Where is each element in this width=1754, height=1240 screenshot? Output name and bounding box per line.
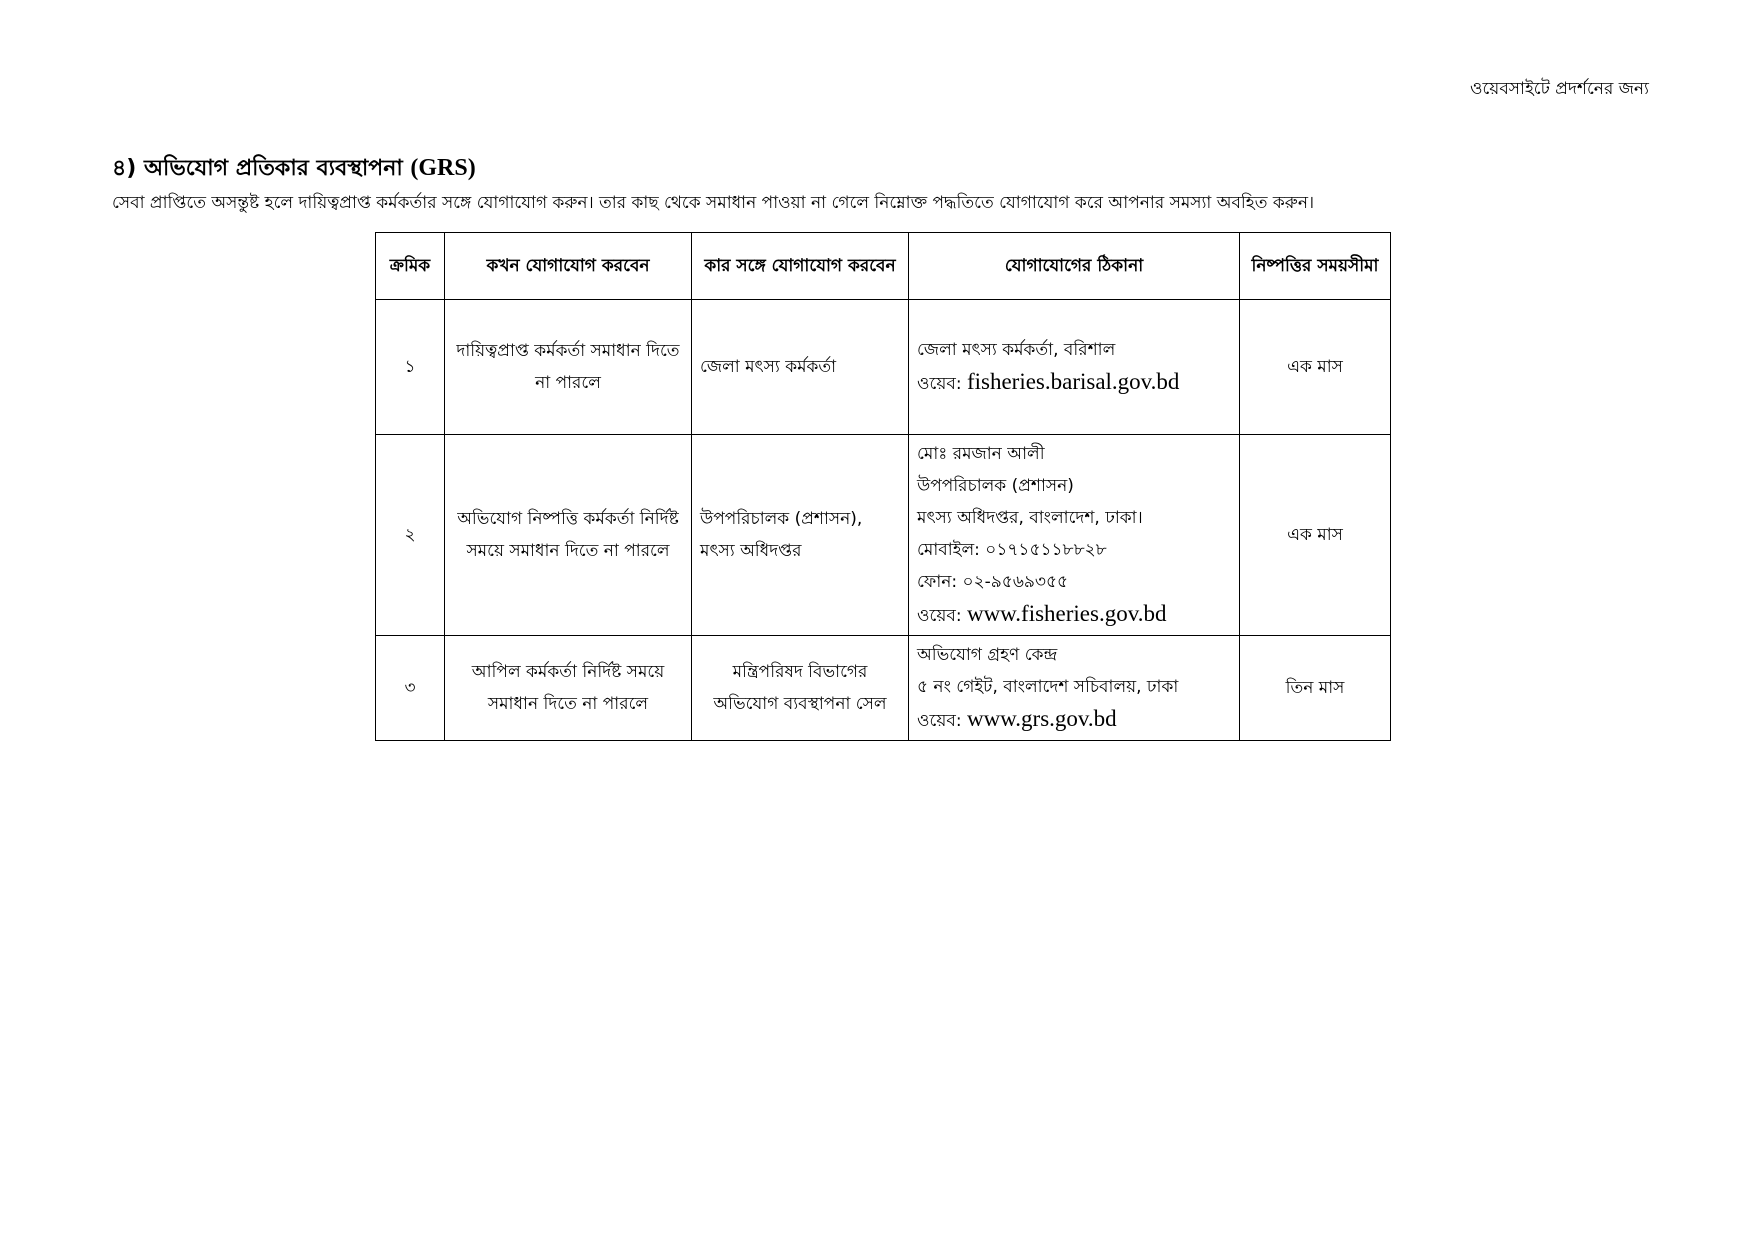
address-line: ৫ নং গেইট, বাংলাদেশ সচিবালয়, ঢাকা bbox=[917, 677, 1179, 697]
row-when: আপিল কর্মকর্তা নির্দিষ্ট সময়ে সমাধান দিতে না পারলে bbox=[445, 636, 692, 741]
header-address: যোগাযোগের ঠিকানা bbox=[909, 233, 1240, 300]
header-serial: ক্রমিক bbox=[376, 233, 445, 300]
header-time-limit: নিষ্পত্তির সময়সীমা bbox=[1240, 233, 1391, 300]
section-title-text: ৪) অভিযোগ প্রতিকার ব্যবস্থাপনা bbox=[112, 156, 403, 181]
section-title bbox=[112, 151, 476, 188]
table-row bbox=[376, 300, 1391, 435]
row-time-limit: তিন মাস bbox=[1240, 636, 1391, 741]
address-line: মৎস্য অধিদপ্তর, বাংলাদেশ, ঢাকা। bbox=[917, 508, 1143, 528]
row-who: মন্ত্রিপরিষদ বিভাগের অভিযোগ ব্যবস্থাপনা সেল bbox=[692, 636, 909, 741]
header-who: কার সঙ্গে যোগাযোগ করবেন bbox=[692, 233, 909, 300]
website-label: ওয়েব: bbox=[917, 606, 962, 626]
row-address bbox=[909, 435, 1240, 636]
row-time-limit: এক মাস bbox=[1240, 435, 1391, 636]
row-serial: ১ bbox=[376, 300, 445, 435]
address-line: জেলা মৎস্য কর্মকর্তা, বরিশাল bbox=[917, 340, 1116, 360]
grs-contact-table bbox=[375, 232, 1391, 741]
row-when: অভিযোগ নিষ্পত্তি কর্মকর্তা নির্দিষ্ট সময়ে সমাধান দিতে না পারলে bbox=[445, 435, 692, 636]
row-who: জেলা মৎস্য কর্মকর্তা bbox=[692, 300, 909, 435]
website-label: ওয়েব: bbox=[917, 711, 962, 731]
website-url[interactable]: www.fisheries.gov.bd bbox=[966, 601, 1167, 626]
website-url[interactable]: www.grs.gov.bd bbox=[966, 706, 1117, 731]
website-url[interactable]: fisheries.barisal.gov.bd bbox=[966, 369, 1180, 394]
row-who: উপপরিচালক (প্রশাসন), মৎস্য অধিদপ্তর bbox=[692, 435, 909, 636]
intro-paragraph: সেবা প্রাপ্তিতে অসন্তুষ্ট হলে দায়িত্বপ্রাপ্ত কর্মকর্তার সঙ্গে যোগাযোগ করুন। তার কাছ থেকে সমাধান পাওয়া না গেলে নিম্নোক্ত পদ্ধতিতে যোগাযোগ করে আপনার সমস্যা অবহিত করুন। bbox=[112, 193, 1315, 213]
address-website bbox=[917, 703, 1231, 737]
row-time-limit: এক মাস bbox=[1240, 300, 1391, 435]
header-when: কখন যোগাযোগ করবেন bbox=[445, 233, 692, 300]
row-serial: ৩ bbox=[376, 636, 445, 741]
address-line: অভিযোগ গ্রহণ কেন্দ্র bbox=[917, 645, 1058, 665]
row-address bbox=[909, 300, 1240, 435]
row-serial: ২ bbox=[376, 435, 445, 636]
row-when: দায়িত্বপ্রাপ্ত কর্মকর্তা সমাধান দিতে না পারলে bbox=[445, 300, 692, 435]
section-title-abbr: (GRS) bbox=[410, 155, 476, 181]
address-line: উপপরিচালক (প্রশাসন) bbox=[917, 476, 1074, 496]
address-website bbox=[917, 598, 1231, 632]
header-note: ওয়েবসাইটে প্রদর্শনের জন্য bbox=[1469, 79, 1649, 99]
address-website bbox=[917, 366, 1231, 400]
row-address bbox=[909, 636, 1240, 741]
table-row bbox=[376, 435, 1391, 636]
address-line: মোঃ রমজান আলী bbox=[917, 444, 1045, 464]
address-mobile: মোবাইল: ০১৭১৫১১৮৮২৮ bbox=[917, 540, 1107, 560]
address-phone: ফোন: ০২-৯৫৬৯৩৫৫ bbox=[917, 572, 1069, 592]
table-header-row bbox=[376, 233, 1391, 300]
table-row bbox=[376, 636, 1391, 741]
website-label: ওয়েব: bbox=[917, 374, 962, 394]
